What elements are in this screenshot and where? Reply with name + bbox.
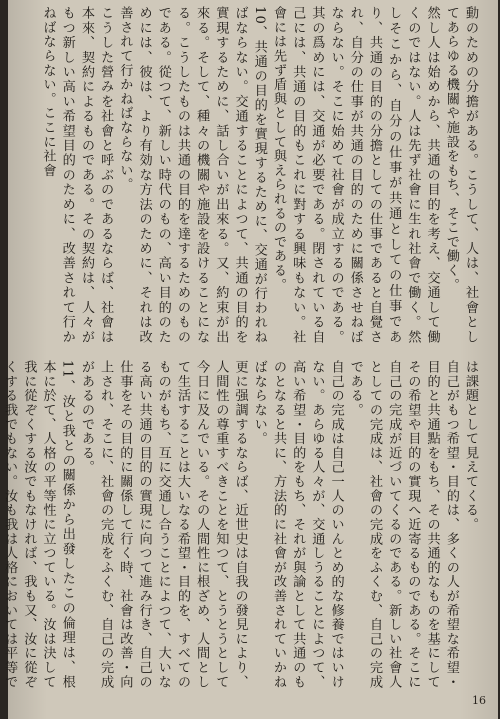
paragraph: 更に强調するならば、近世史は自我の發見により、人間性の尊重すべきことを知つて、とうとうとして今日に及んでいる。その人間性に根ざめ、人間として生活することは大いなる希望・目的を、すべてのものがもち、互に交通し合うことによつて、大いなる高い共通の目的の實現に向つて進み行き、自己の仕事をその目的に關係して行く時、社會は改善・向上され、そこに、社會の完成をふくむ、自己の完成があるのである。 bbox=[78, 360, 248, 689]
lower-body-text bbox=[2, 360, 480, 689]
paragraph: は課題として見えてくる。 bbox=[463, 360, 478, 532]
upper-section bbox=[8, 0, 498, 352]
paragraph: 動のための分擔がある。こうして、人は、社會としてあらゆる機關や施設をもち、そこで働く。 bbox=[443, 6, 478, 344]
paragraph: 自己がもつ希望・目的は、多くの人が希望な希望・目的と共通點をもち、その共通的なものを基にしてその希望や目的の實現へ近寄るものである。そこに自己の完成が近づいてくるのである。新しい社會人としての完成は、社會の完成をふくむ、自己の完成である。 bbox=[347, 360, 459, 689]
page-number: 16 bbox=[472, 694, 486, 707]
paragraph: 自己の完成は自己一人のいんとめ的な修養ではいけない。あらゆる人々が、交通しうることによつて、高い希望・目的をもち、それが與論として共通のものとなると共に、方法的に社會が改善されていかねばならない。 bbox=[251, 360, 344, 689]
paragraph: 11、汝と我との關係から出發したこの倫理は、根本に於て、人格の平等性に立つている。汝は決して我に從ぞくする汝でもなければ、我も又、汝に從ぞくする我でもない。汝も我は人格においては平等で bbox=[2, 360, 75, 689]
lower-section bbox=[2, 352, 498, 719]
upper-body-text bbox=[26, 6, 480, 344]
paragraph: こうした營みを社會と呼ぶのであるならば、社會は本來、契約によるものである。その契約は、人々がもつ新しい高い希望目的のために、改善されて行かねばならない。ここに社會 bbox=[40, 6, 114, 344]
book-page bbox=[2, 0, 498, 719]
paragraph: 然し人は始めから、共通の目的を考え、交通して働くのではない。人は先ず社會に生れ社會で働く。然しそこから、自分の仕事が共通としての仕事であり、共通の目的の分擔としての仕事であると自覺され、自分の仕事が共通の目的のために關係させねばならない。そこに始めて社會が成立するのである。其の爲めには、交通が必要である。閉されている自己には、共通の目的もこれに對する興味もない。社會には先ず盾與として與えられるのである。 bbox=[270, 6, 440, 344]
paragraph: 10、共通の目的を實現するために、交通が行われねばならない。交通することによつて、共通の目的を實現するために、話し合いが出來る。又、約束が出來る。そして、種々の機關や施設を設けることになる。こうしたものは共通の目的を達するためのものである。從つて、新しい時代のもの、高い目的のためには、彼は、より有効な方法のために、それは改善されて行かねばならない。 bbox=[117, 6, 267, 344]
